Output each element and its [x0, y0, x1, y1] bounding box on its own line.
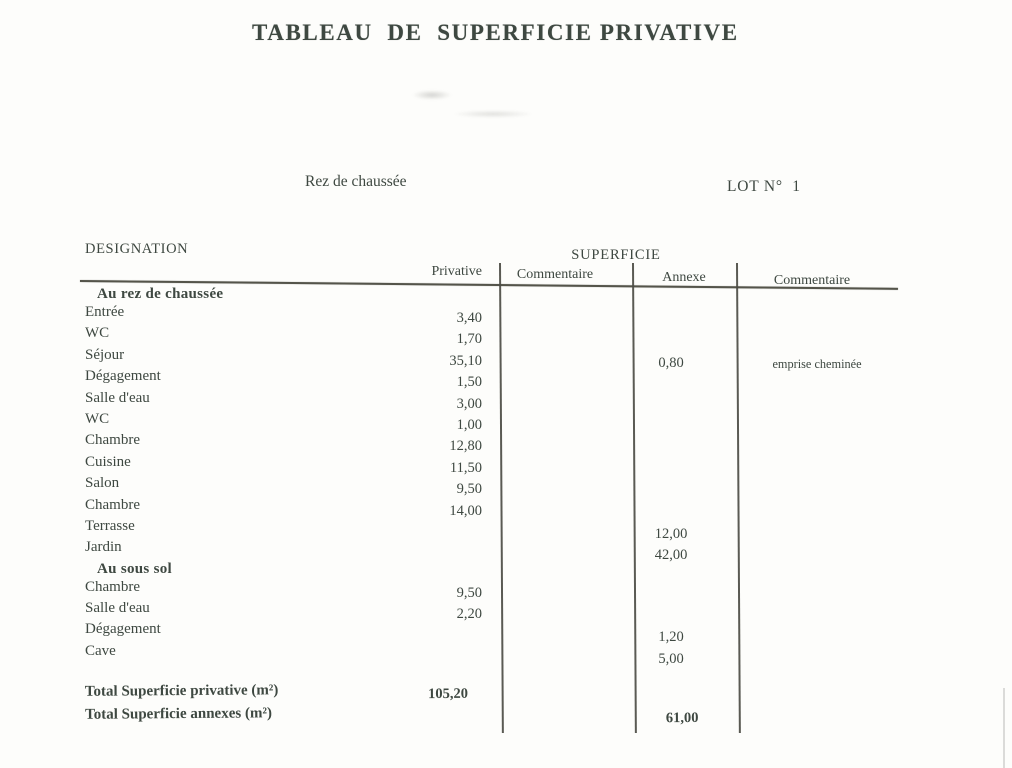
comment-value: emprise cheminée [772, 356, 862, 371]
table-row [0, 346, 1012, 371]
total-label: Total Superficie privative (m²) [84, 682, 279, 700]
table-row [0, 561, 1012, 579]
room-label: Entrée [85, 304, 125, 320]
table-row [0, 411, 1012, 432]
privative-value: 3,00 [456, 395, 482, 412]
table-row [0, 621, 1012, 646]
scan-edge-line [1003, 688, 1005, 768]
room-label: Cave [85, 642, 116, 659]
room-label: Dégagement [85, 621, 161, 638]
page-title: TABLEAU DE SUPERFICIE PRIVATIVE [252, 20, 739, 45]
room-label: Salle d'eau [85, 600, 150, 617]
annexe-value: 42,00 [654, 547, 688, 564]
lot-number-label: LOT N° 1 [727, 178, 801, 195]
room-label: Terrasse [85, 517, 135, 534]
room-label: Chambre [85, 496, 140, 513]
table-row [0, 304, 1012, 325]
col-header-commentaire-2: Commentaire [773, 273, 851, 288]
room-label: Jardin [85, 539, 122, 556]
room-label: Chambre [85, 432, 140, 449]
room-label: Au sous sol [97, 560, 172, 577]
room-label: WC [85, 410, 110, 427]
table-row [0, 600, 1012, 621]
privative-value: 12,80 [449, 438, 482, 455]
room-label: Salle d'eau [85, 389, 150, 406]
col-header-privative: Privative [431, 264, 482, 279]
scan-smudge [452, 110, 534, 118]
total-privative-value [380, 708, 468, 709]
table-row [0, 497, 1012, 518]
floor-label: Rez de chaussée [305, 173, 407, 190]
room-label: Chambre [85, 578, 140, 595]
room-label: Au rez de chaussée [97, 286, 224, 302]
designation-column-header: DESIGNATION [85, 241, 189, 257]
table-row [0, 368, 1012, 389]
privative-value: 2,20 [456, 606, 482, 623]
table-row [0, 454, 1012, 475]
total-annexe-value: 61,00 [665, 709, 699, 726]
totals-section [0, 677, 1012, 730]
privative-value: 14,00 [449, 502, 482, 519]
room-label: Cuisine [85, 453, 131, 470]
scan-smudge [412, 90, 452, 100]
privative-value: 1,50 [456, 374, 482, 391]
room-label: WC [85, 325, 110, 342]
room-label: Salon [85, 475, 120, 492]
annexe-value: 0,80 [658, 354, 684, 371]
privative-value: 11,50 [449, 459, 482, 476]
privative-value: 1,70 [456, 331, 482, 348]
table-row [0, 579, 1012, 600]
annexe-value: 12,00 [654, 525, 688, 542]
table-row [0, 432, 1012, 453]
total-privative-value: 105,20 [427, 685, 468, 703]
table-row [0, 517, 1012, 542]
annexe-value: 1,20 [658, 629, 684, 646]
privative-value: 3,40 [456, 310, 482, 326]
table-row [0, 642, 1012, 667]
col-header-annexe: Annexe [662, 270, 706, 285]
privative-value: 9,50 [456, 481, 482, 498]
total-annexe-value [642, 687, 722, 688]
annexe-value: 5,00 [658, 650, 684, 667]
table-row [0, 539, 1012, 564]
table-row [0, 390, 1012, 411]
table-row [0, 325, 1012, 346]
table-row [0, 286, 1012, 304]
table-row [0, 475, 1012, 496]
room-label: Dégagement [85, 368, 161, 385]
surface-table-rows [0, 286, 1012, 667]
privative-value: 35,10 [449, 352, 482, 369]
total-label: Total Superficie annexes (m²) [84, 704, 272, 723]
superficie-column-header: SUPERFICIE [571, 247, 661, 263]
privative-value: 9,50 [456, 584, 482, 601]
room-label: Séjour [85, 346, 125, 363]
privative-value: 1,00 [456, 416, 482, 433]
col-header-commentaire-1: Commentaire [516, 267, 594, 282]
